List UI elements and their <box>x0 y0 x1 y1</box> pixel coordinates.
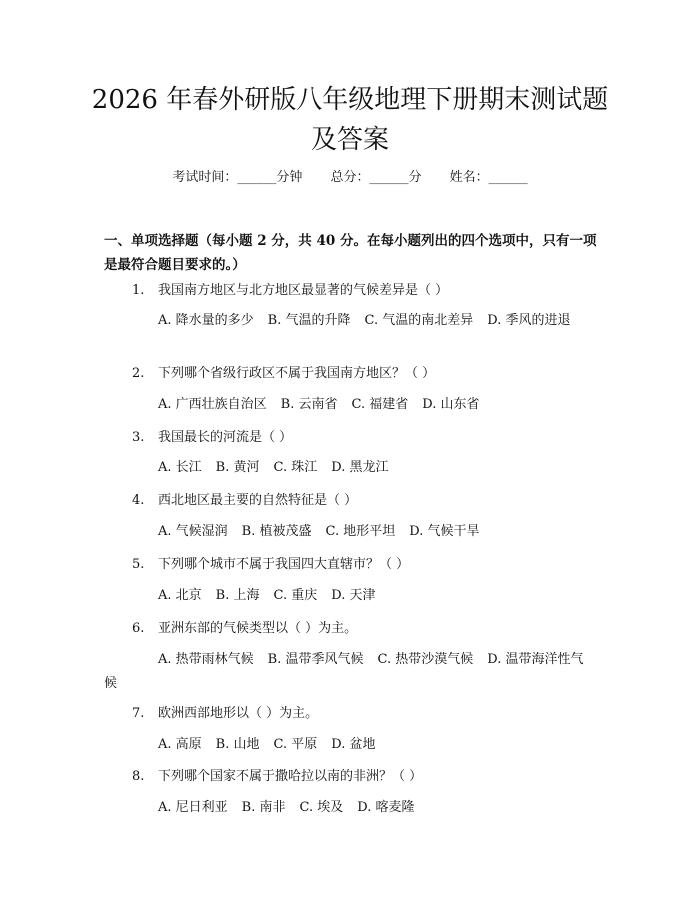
total-score: 总分：______分 <box>330 170 422 185</box>
exam-time: 考试时间：______分钟 <box>172 170 303 185</box>
option: A. 热带雨林气候 <box>158 652 254 667</box>
question-text: 我国最长的河流是（ ） <box>158 430 293 445</box>
question <box>132 281 612 301</box>
option: C. 热带沙漠气候 <box>377 652 474 667</box>
option: D. 黑龙江 <box>331 460 389 475</box>
option: D. 气候干旱 <box>409 524 480 539</box>
question-text: 欧洲西部地形以（ ）为主。 <box>158 706 319 721</box>
option: D. 喀麦隆 <box>357 800 415 815</box>
option: D. 季风的进退 <box>487 313 571 328</box>
option: D. 天津 <box>331 588 376 603</box>
question <box>132 364 612 384</box>
question-text: 西北地区最主要的自然特征是（ ） <box>158 493 358 508</box>
option: D. 山东省 <box>422 397 480 412</box>
question-options <box>104 520 592 544</box>
option: C. 珠江 <box>273 460 318 475</box>
option: A. 降水量的多少 <box>158 313 254 328</box>
option: B. 黄河 <box>215 460 260 475</box>
question-options <box>104 393 592 417</box>
question-text: 下列哪个国家不属于撒哈拉以南的非洲？（ ） <box>158 769 423 784</box>
option: A. 尼日利亚 <box>158 800 228 815</box>
question-options <box>104 733 592 757</box>
question-number: 4. <box>132 493 145 508</box>
option: A. 北京 <box>158 588 202 603</box>
question-options <box>104 584 592 608</box>
option: D. 盆地 <box>331 737 376 752</box>
question-options <box>104 309 592 333</box>
option: A. 长江 <box>158 460 202 475</box>
section-title: 一、单项选择题（每小题 2 分，共 40 分。在每小题列出的四个选项中，只有一项是最符合题目要求的。） <box>104 233 597 273</box>
question-number: 5. <box>132 557 145 572</box>
option: A. 气候湿润 <box>158 524 228 539</box>
question <box>132 704 612 724</box>
option: C. 重庆 <box>273 588 318 603</box>
question-text: 下列哪个城市不属于我国四大直辖市？（ ） <box>158 557 410 572</box>
title-line-1: 2026 年春外研版八年级地理下册期末测试题 <box>91 85 609 115</box>
question <box>132 555 612 575</box>
question-options <box>104 648 592 696</box>
option: C. 地形平坦 <box>325 524 396 539</box>
question-text: 下列哪个省级行政区不属于我国南方地区？（ ） <box>158 366 436 381</box>
question-number: 8. <box>132 769 145 784</box>
option: B. 植被茂盛 <box>241 524 312 539</box>
option: B. 山地 <box>215 737 260 752</box>
question <box>132 767 612 787</box>
question-number: 2. <box>132 366 145 381</box>
option: B. 上海 <box>215 588 260 603</box>
option: A. 高原 <box>158 737 202 752</box>
question-number: 6. <box>132 621 145 636</box>
title-line-2: 及答案 <box>310 125 389 155</box>
option: C. 埃及 <box>299 800 344 815</box>
page-title <box>60 80 640 160</box>
question-options <box>104 456 592 480</box>
exam-info <box>0 168 700 188</box>
question-options <box>104 796 592 820</box>
option: C. 气温的南北差异 <box>364 313 474 328</box>
option: C. 福建省 <box>351 397 409 412</box>
question-text: 亚洲东部的气候类型以（ ）为主。 <box>158 621 358 636</box>
question-number: 3. <box>132 430 145 445</box>
question-number: 1. <box>132 283 145 298</box>
option: D. 温带海洋性气候 <box>104 652 584 691</box>
question-text: 我国南方地区与北方地区最显著的气候差异是（ ） <box>158 283 449 298</box>
option: B. 气温的升降 <box>267 313 351 328</box>
student-name: 姓名：______ <box>449 170 528 185</box>
question <box>132 491 612 511</box>
question <box>132 428 612 448</box>
option: B. 南非 <box>241 800 286 815</box>
question <box>132 619 612 639</box>
option: C. 平原 <box>273 737 318 752</box>
option: B. 温带季风气候 <box>267 652 364 667</box>
option: B. 云南省 <box>280 397 338 412</box>
option: A. 广西壮族自治区 <box>158 397 267 412</box>
question-number: 7. <box>132 706 145 721</box>
